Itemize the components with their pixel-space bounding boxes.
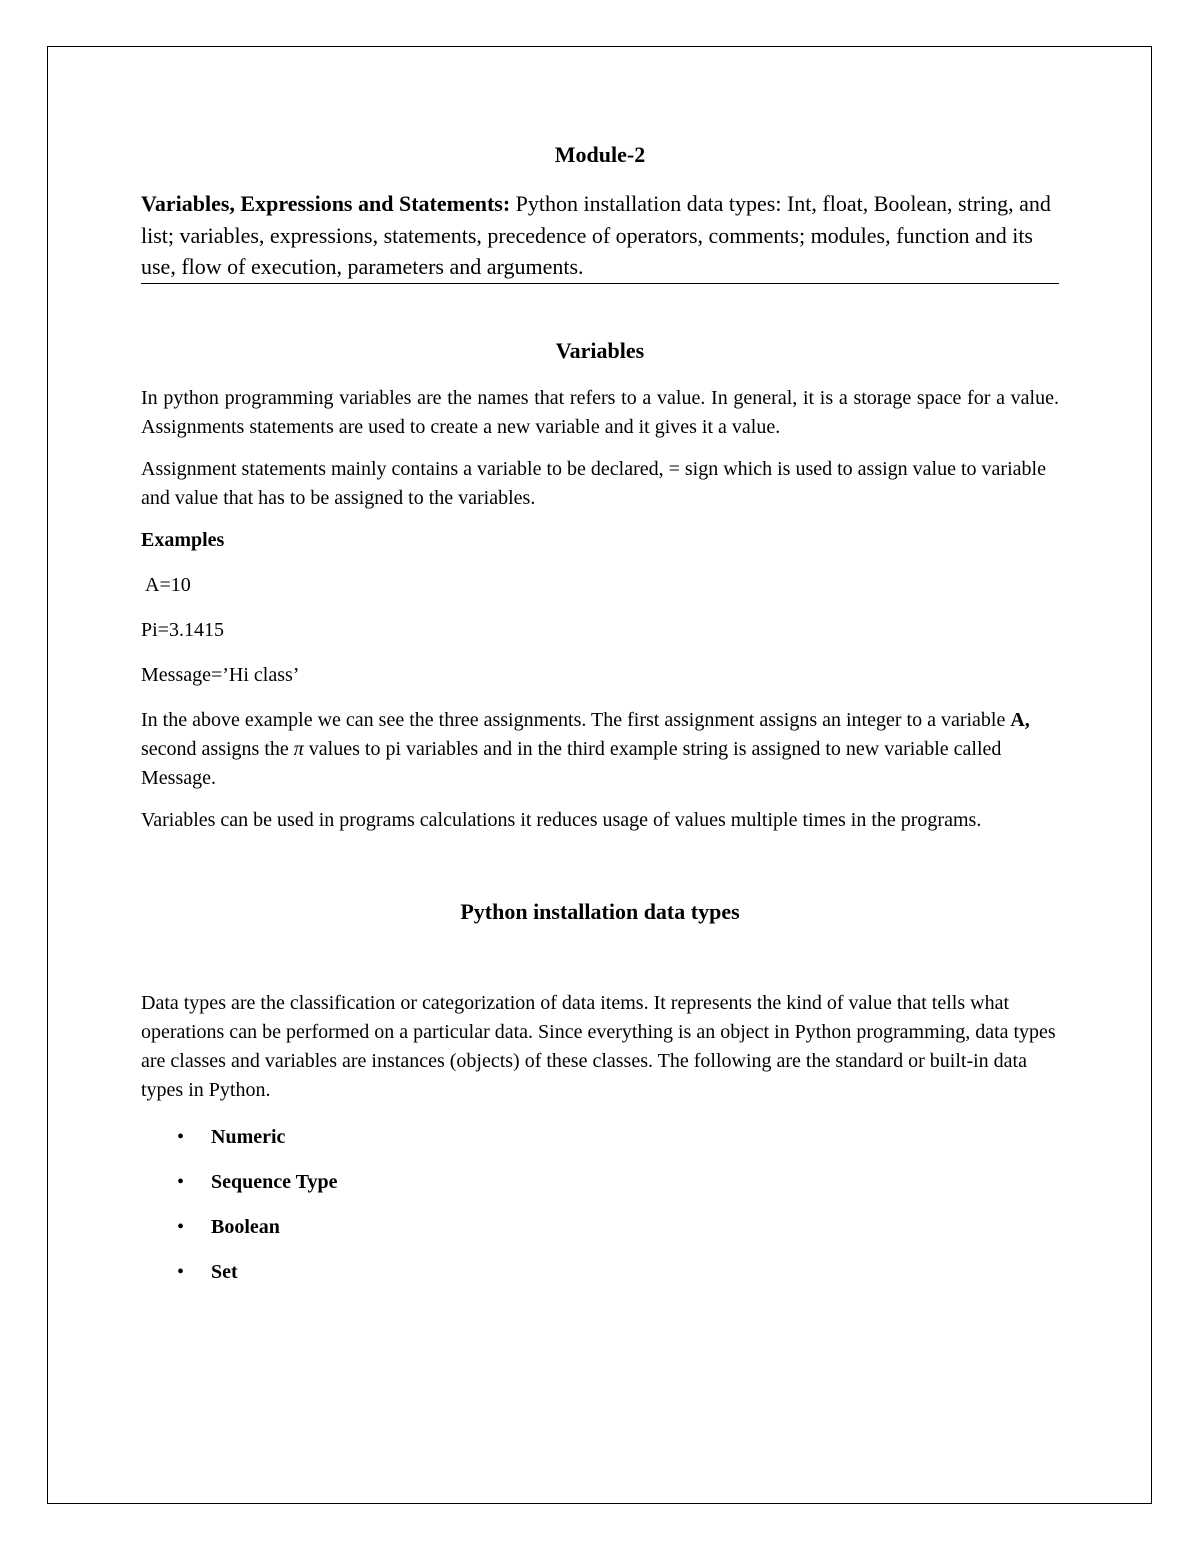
variables-para-1: In python programming variables are the names that refers to a value. In general, it is a storage space for a value. Assignments statements are used to create a new variable and it gives it a value. xyxy=(141,386,1059,438)
list-item-label: Set xyxy=(211,1260,238,1283)
list-item xyxy=(141,1123,1059,1152)
para3-text-b: second assigns the xyxy=(141,737,294,760)
para3-bold-variable: A, xyxy=(1010,708,1030,731)
para3-text-a: In the above example we can see the three assignments. The first assignment assigns an integer to a variable xyxy=(141,708,1011,731)
variables-heading: Variables xyxy=(555,337,645,363)
bullet-icon: • xyxy=(177,1125,185,1148)
datatypes-heading: Python installation data types xyxy=(460,898,740,924)
document-content xyxy=(141,140,1059,1303)
pi-symbol: π xyxy=(293,737,304,760)
intro-bold-lead: Variables, Expressions and Statements: xyxy=(141,191,511,216)
list-item xyxy=(141,1213,1059,1242)
list-item xyxy=(141,1168,1059,1197)
para3-text-c: values to pi variables and in the third example string is assigned to new variable called Message. xyxy=(141,737,1002,789)
module-title: Module-2 xyxy=(554,142,646,167)
list-item xyxy=(141,1258,1059,1287)
example-line-1: A=10 xyxy=(145,573,191,596)
list-item-label: Numeric xyxy=(211,1125,286,1148)
intro-divider xyxy=(141,283,1059,284)
module-intro xyxy=(141,188,1059,283)
bullet-icon: • xyxy=(177,1170,185,1193)
bullet-icon: • xyxy=(177,1215,185,1238)
list-item-label: Boolean xyxy=(211,1215,280,1238)
bullet-icon: • xyxy=(177,1260,185,1283)
examples-label: Examples xyxy=(141,528,225,551)
datatypes-para-1: Data types are the classification or categorization of data items. It represents the kind of value that tells what operations can be performed on a particular data. Since everything is an object in Python programming, data types are classes and variables are instances (objects) of these classes. The following are the standard or built-in data types in Python. xyxy=(141,991,1056,1101)
example-line-2: Pi=3.1415 xyxy=(141,618,224,641)
intro-text: Python installation data types: Int, float, Boolean, string, and list; variables, expressions, statements, precedence of operators, comments; modules, function and its use, flow of execution, parameters and arguments. xyxy=(141,191,1051,279)
list-item-label: Sequence Type xyxy=(211,1170,338,1193)
variables-para-2: Assignment statements mainly contains a variable to be declared, = sign which is used to assign value to variable and value that has to be assigned to the variables. xyxy=(141,457,1046,509)
variables-para-4: Variables can be used in programs calculations it reduces usage of values multiple times in the programs. xyxy=(141,808,982,831)
variables-para-3 xyxy=(141,706,1059,793)
example-line-3: Message=’Hi class’ xyxy=(141,663,300,686)
datatypes-list xyxy=(141,1123,1059,1287)
